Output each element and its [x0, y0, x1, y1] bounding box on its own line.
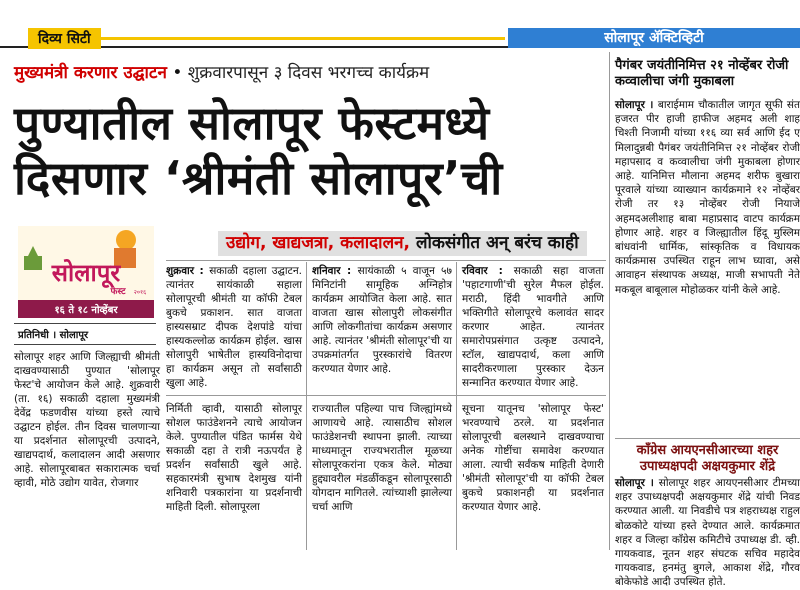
headline-line-1: पुण्यातील सोलापूर फेस्टमध्ये: [14, 96, 490, 150]
right-article-1: [615, 58, 800, 297]
right-article-2-dateline: सोलापूर ।: [615, 477, 659, 489]
day-label-friday: शुक्रवार :: [166, 265, 210, 277]
column-divider-right: [609, 52, 610, 550]
right-article-2-text: सोलापूर शहर आयएनसीआर टीमच्या शहर उपाध्यक्षपदी अक्षयकुमार शेंद्रे यांची निवड करण्यात आली. या निवडीचे पत्र शहराध्यक्ष राहुल बोळकोटे यांच्या हस्ते देण्यात आले. कार्यक्रमात शहर व जिल्हा काँग्रेस कमिटीचे उपाध्यक्ष डी. व्ही. गायकवाड, नूतन शहर संघटक सचिव महादेव गायकवाड, हनमंतु बुगले, आकाश शेंद्रे, गौरव बोकेफोडे आदी उपस्थित होते.: [615, 477, 800, 589]
headline-line-2: दिसणार ‘श्रीमंती सोलापूर’ची: [14, 151, 503, 205]
right-article-2-headline: काँग्रेस आयएनसीआरच्या शहर उपाध्यक्षपदी अक्षयकुमार शेंद्रे: [615, 438, 800, 475]
subhead-red: उद्योग, खाद्यजत्रा, कलादालन,: [226, 233, 416, 253]
subhead-black: लोकसंगीत अन् बरंच काही: [415, 233, 579, 253]
kicker: [14, 60, 429, 83]
solapur-fest-logo: [18, 226, 154, 318]
header-rule: [100, 37, 505, 40]
kicker-highlight: मुख्यमंत्री करणार उद्घाटन: [14, 63, 167, 83]
right-article-1-body: [615, 98, 800, 297]
logo-year: २०१६: [133, 289, 147, 296]
reporter-byline: प्रतिनिधी । सोलापूर: [14, 323, 156, 345]
kicker-text: शुक्रवारपासून ३ दिवस भरगच्च कार्यक्रम: [187, 63, 430, 83]
subheadline: [218, 231, 587, 256]
body-column-3-top: [312, 264, 452, 376]
body-column-4-top: [462, 264, 604, 390]
day-label-sunday: रविवार :: [462, 265, 514, 277]
section-label-left: दिव्य सिटी: [28, 28, 101, 49]
sunday-text: सकाळी सहा वाजता 'पहाटगाणी'ची सुरेल मैफल होईल. मराठी, हिंदी भावगीते आणि भक्तिगीते सोलापूरचे कलावंत सादर करणार आहेत. त्यानंतर समारोपप्रसंगात उत्कृष्ट उत्पादने, स्टॉल, खाद्यपदार्थ, कला आणि सादरीकरणाला पुरस्कार देऊन सन्मानित करण्यात येणार आहे.: [462, 265, 605, 389]
body-mid-rule: [166, 395, 606, 396]
saturday-text: सायंकाळी ५ वाजून ५७ मिनिटांनी सामूहिक अग्निहोत्र कार्यक्रम आयोजित केला आहे. सात वाजता खास सोलापुरी लोकसंगीत आणि लोकगीतांचा कार्यक्रम असणार आहे. त्यानंतर 'श्रीमंती सोलापूर'ची या उपक्रमांतर्गत पुरस्कारांचे वितरण करण्यात येणार आहे.: [312, 265, 452, 375]
body-column-2-top: [166, 264, 302, 390]
right-article-2-body: [615, 476, 800, 590]
section-label-right: सोलापूर ॲक्टिव्हिटी: [508, 28, 800, 48]
body-column-3-bottom: राज्यातील पहिल्या पाच जिल्ह्यांमध्ये आणायचे आहे. त्यासाठीच सोशल फाउंडेशनची स्थापना झाली. त्याच्या माध्यमातून राज्यभरातील मूळच्या सोलापूरकरांना एकत्र केले. मोठ्या हुद्द्यावरील मंडळींकडून सोलापूरसाठी योगदान मागितले. त्यांच्याशी झालेल्या चर्चा आणि: [312, 403, 452, 513]
right-article-2: [615, 476, 800, 590]
body-top-rule: [166, 260, 606, 261]
right-article-1-headline: पैगंबर जयंतीनिमित्त २१ नोव्हेंबर रोजी कव्वालीचा जंगी मुकाबला: [615, 58, 789, 89]
logo-fest: फेस्ट: [110, 287, 126, 297]
day-label-saturday: शनिवार :: [312, 265, 358, 277]
logo-title: सोलापूर: [51, 259, 121, 287]
logo-dates: १६ ते १८ नोव्हेंबर: [54, 305, 118, 316]
right-article-1-dateline: सोलापूर ।: [615, 99, 658, 111]
body-column-4-bottom: सूचना यातूनच 'सोलापूर फेस्ट' भरवण्याचे ठरले. या प्रदर्शनात सोलापूरची बलस्थाने दाखवण्याचा अनेक गोष्टींचा समावेश करण्यात आला. त्याची सर्वंकष माहिती देणारी 'श्रीमंती सोलापूर'ची या कॉफी टेबल बुकचे प्रकाशनही या प्रदर्शनात करण्यात येणार आहे.: [462, 403, 604, 513]
column-divider-1: [306, 262, 307, 550]
right-article-1-text: बाराईमाम चौकातील जागृत सूफी संत हजरत पीर हाजी हाफीज अहमद अली शाह चिश्ती निजामी यांच्या ११६ व्या सर्व आणि ईद ए मिलादुन्नबी पैगंबर जयंतीनिमित्त २१ नोव्हेंबर रोजी महापसाद व कव्वालीचा जंगी मुकाबला होणार आहे. यानिमित्त मौलाना अहमद शरीफ बुखारा पूरवाले यांच्या व्याख्यान कार्यक्रमाने १२ नोव्हेंबर रोजी तर १३ नोव्हेंबर रोजी नियाजे अहमदअलीशाह बाबा महाप्रसाद वाटप कार्यक्रम होणार आहे. शहर व जिल्ह्यातील हिंदू मुस्लिम बांधवांनी धार्मिक, सांस्कृतिक व विधायक कार्यक्रमास उपस्थित राहून लाभ घ्यावा, असे आवाहन संस्थापक अध्यक्ष, माजी सभापती नेते मकबूल बाबूलाल मोहोळकर यांनी केले आहे.: [615, 99, 800, 296]
friday-text: सकाळी दहाला उद्घाटन. त्यानंतर सायंकाळी सहाला सोलापूरची श्रीमंती या कॉफी टेबल बुकचे प्रकाशन. सात वाजता हास्यसम्राट दीपक देशपांडे यांचा हास्यकल्लोळ कार्यक्रम होईल. खास सोलापुरी भाषेतील हास्यविनोदाचा हा कार्यक्रम असून तो सर्वांसाठी खुला आहे.: [166, 265, 302, 389]
kicker-bullet: •: [172, 63, 188, 83]
body-column-1: सोलापूर शहर आणि जिल्ह्याची श्रीमंती दाखवण्यासाठी पुण्यात 'सोलापूर फेस्ट'चे आयोजन केले आहे. शुक्रवारी (ता. १६) सकाळी दहाला मुख्यमंत्री देवेंद्र फडणवीस यांच्या हस्ते त्याचे उद्घाटन होईल. तीन दिवस चालणाऱ्या या प्रदर्शनात सोलापूरची उत्पादने, खाद्यपदार्थ, कलादालन आदी असणार आहे. सोलापूरबाबत सकारात्मक चर्चा व्हावी, मोठे उद्योग यावेत, रोजगार: [14, 351, 160, 489]
body-column-2-bottom: निर्मिती व्हावी, यासाठी सोलापूर सोशल फाउंडेशनने त्याचे आयोजन केले. पुण्यातील पंडित फार्मस येथे सकाळी दहा ते रात्री नऊपर्यंत हे प्रदर्शन सर्वांसाठी खुले आहे. सहकारमंत्री सुभाष देशमुख यांनी शनिवारी पत्रकारांना या प्रदर्शनाची माहिती दिली. सोलापूरला: [166, 403, 302, 513]
column-divider-2: [456, 262, 457, 550]
